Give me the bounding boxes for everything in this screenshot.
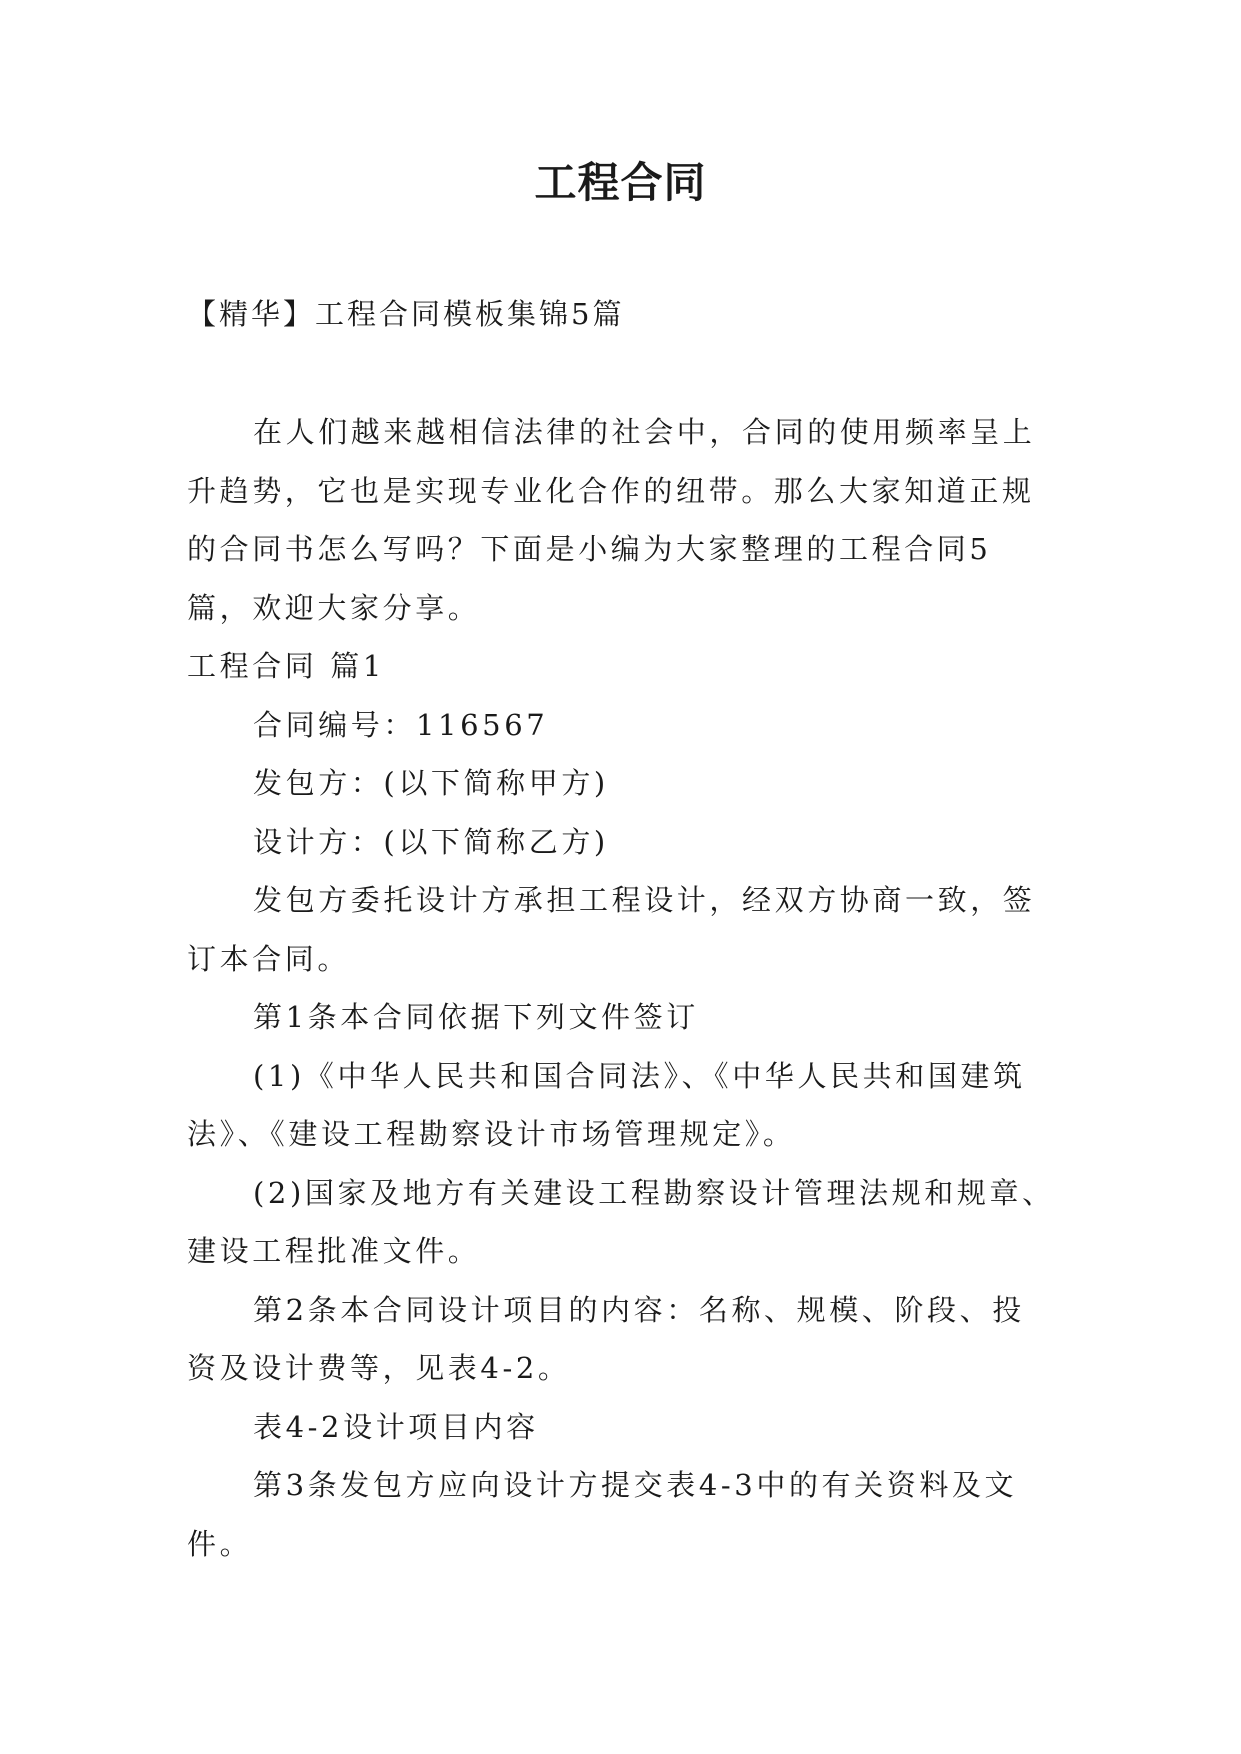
party-designer: 设计方：(以下简称乙方) [253,824,609,859]
article-3: 第3条发包方应向设计方提交表4-3中的有关资料及文件。 [187,1468,1018,1561]
agreement-paragraph: 发包方委托设计方承担工程设计，经双方协商一致，签订本合同。 [187,883,1036,976]
document-subtitle: 【精华】工程合同模板集锦5篇 [187,297,625,331]
document-title: 工程合同 [534,158,707,207]
table-caption: 表4-2设计项目内容 [253,1409,539,1444]
article-1-item-1: (1)《中华人民共和国合同法》、《中华人民共和国建筑法》、《建设工程勘察设计市场管理规定》。 [187,1058,1026,1151]
section-heading: 工程合同 篇1 [187,649,385,683]
article-1: 第1条本合同依据下列文件签订 [253,1000,699,1034]
intro-paragraph: 在人们越来越相信法律的社会中，合同的使用频率呈上升趋势，它也是实现专业化合作的纽带。那么大家知道正规的合同书怎么写吗？下面是小编为大家整理的工程合同5篇，欢迎大家分享。 [187,415,1036,625]
document-body [187,403,1055,1573]
contract-number: 合同编号：116567 [253,707,549,742]
party-employer: 发包方：(以下简称甲方) [253,766,609,800]
article-1-item-2: (2)国家及地方有关建设工程勘察设计管理法规和规章、建设工程批准文件。 [187,1175,1055,1268]
article-2: 第2条本合同设计项目的内容：名称、规模、阶段、投资及设计费等，见表4-2。 [187,1292,1025,1385]
